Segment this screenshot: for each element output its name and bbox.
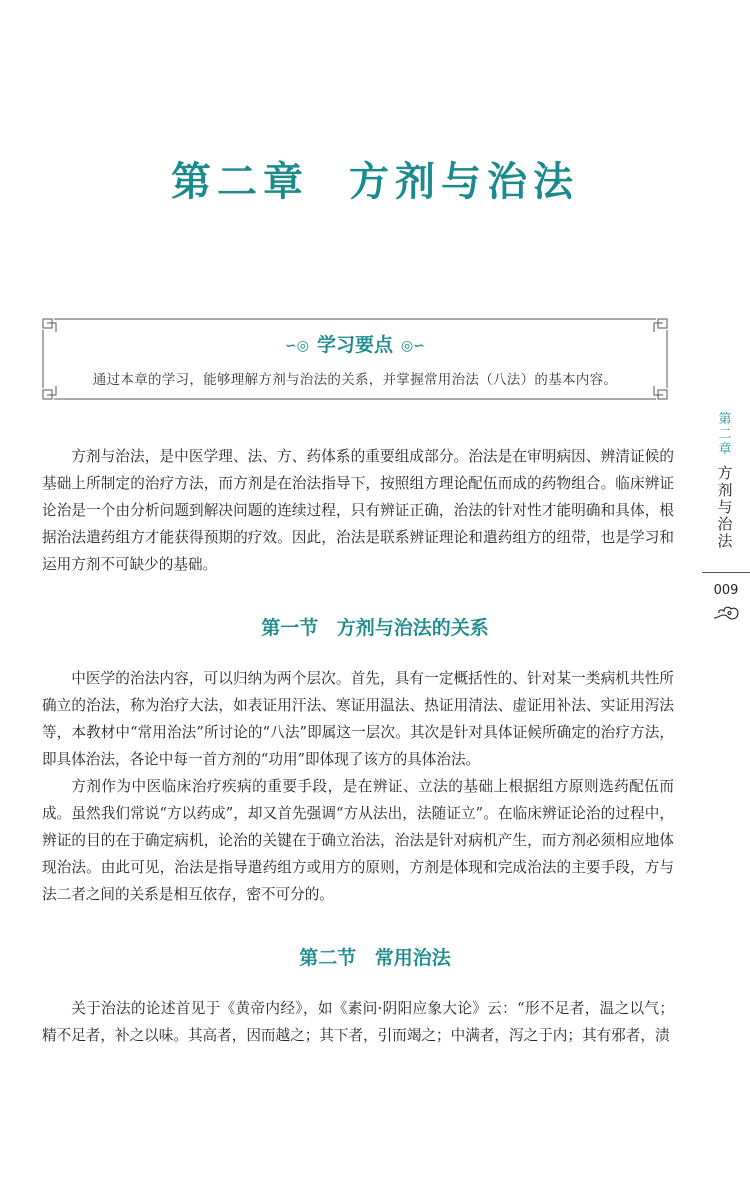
chapter-number: 第二章 [171,159,309,205]
key-points-text: 通过本章的学习，能够理解方剂与治法的关系，并掌握常用治法（八法）的基本内容。 [92,372,618,388]
intro-paragraph: 方剂与治法，是中医学理、法、方、药体系的重要组成部分。治法是在审明病因、辨清证候的基础上所制定的治疗方法，而方剂是在治法指导下，按照组方理论配伍而成的药物组合。临床辨证论治是一个由分析问题到解决问题的连续过程，只有辨证正确，治法的针对性才能明确和具体，根据治法遣药组方才能获得预期的疗效。因此，治法是联系辨证理论和遣药组方的纽带，也是学习和运用方剂不可缺少的基础。 [42,448,674,573]
section-heading-1: 第一节 方剂与治法的关系 [261,617,489,639]
side-chapter-number: 第 二 章 [718,412,732,457]
section1-paragraph-2: 方剂作为中医临床治疗疾病的重要手段，是在辨证、立法的基础上根据组方原则选药配伍而成。虽然我们常说“方以药成”，却又首先强调“方从法出，法随证立”。在临床辨证论治的过程中，辨证的目的在于确定病机，论治的关键在于确立治法，治法是针对病机产生，而方剂必须相应地体现治法。由此可见，治法是指导遣药组方或用方的原则，方剂是体现和完成治法的主要手段，方与法二者之间的关系是相互依存，密不可分的。 [42,778,674,903]
section2-paragraph-1: 关于治法的论述首见于《黄帝内经》，如《素问·阴阳应象大论》云：“形不足者，温之以气；精不足者，补之以味。其高者，因而越之；其下者，引而竭之；中满者，泻之于内；其有邪者，渍 [42,1000,674,1044]
chapter-title [0,150,750,207]
page-number: 009 [713,583,739,598]
side-divider [702,572,750,573]
wave-ornament-icon: ◎∽ [401,338,425,354]
section-heading-2: 第二节 常用治法 [299,947,451,969]
key-points-box [42,318,668,400]
side-chapter-tab [708,412,742,550]
section1-paragraph-1: 中医学的治法内容，可以归纳为两个层次。首先，具有一定概括性的、针对某一类病机共性所确立的治法，称为治疗大法，如表证用汗法、寒证用温法、热证用清法、虚证用补法、实证用泻法等，本教材中“常用治法”所讨论的“八法”即属这一层次。其次是针对具体证候所确定的治疗方法，即具体治法，各论中每一首方剂的“功用”即体现了该方的具体治法。 [42,670,674,768]
key-points-title: ∽◎ 学习要点 ◎∽ [285,334,425,356]
chapter-name: 方剂与治法 [349,159,579,205]
side-chapter-name: 方 剂 与 治 法 [717,464,733,550]
wave-ornament-icon: ∽◎ [285,338,309,354]
